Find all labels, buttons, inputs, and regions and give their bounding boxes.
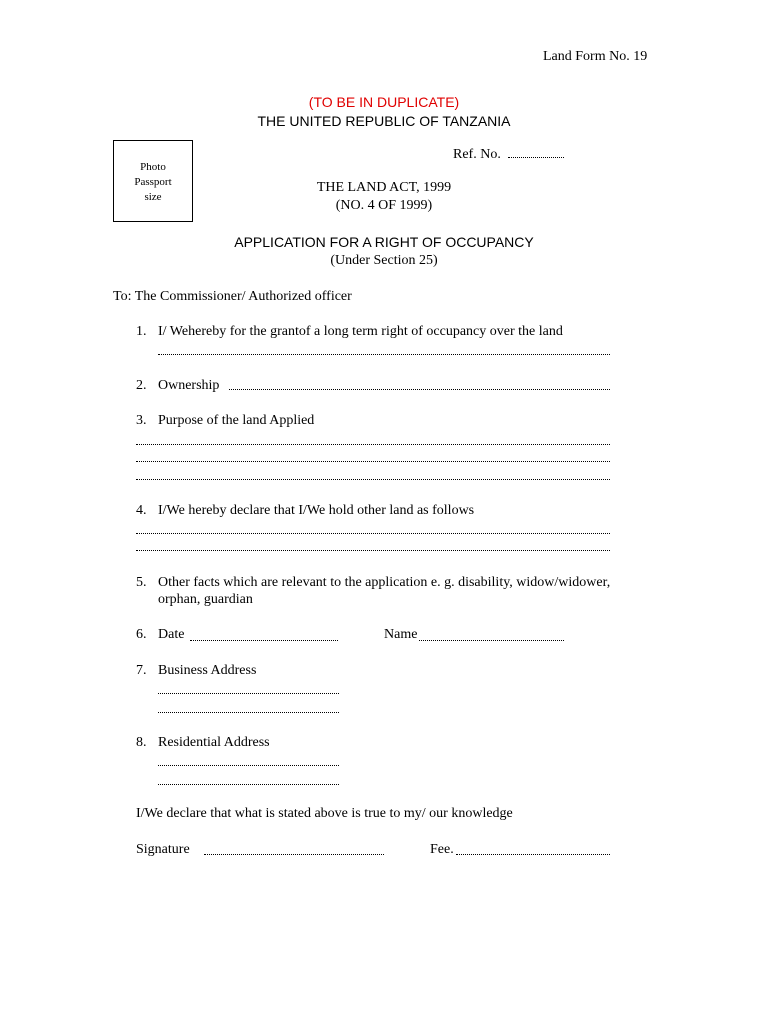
item-7-number: 7. bbox=[136, 663, 147, 678]
signature-label: Signature bbox=[136, 842, 190, 857]
name-field[interactable] bbox=[419, 640, 564, 641]
date-field[interactable] bbox=[190, 640, 338, 641]
act-title: THE LAND ACT, 1999 bbox=[316, 180, 452, 195]
item-5-number: 5. bbox=[136, 575, 147, 590]
residential-address-line-2[interactable] bbox=[158, 784, 339, 785]
addressee: To: The Commissioner/ Authorized officer bbox=[113, 289, 352, 304]
other-land-field-line-1[interactable] bbox=[136, 533, 610, 534]
item-4-text: I/We hereby declare that I/We hold other land as follows bbox=[158, 503, 475, 518]
declaration: I/We declare that what is stated above is true to my/ our knowledge bbox=[136, 806, 513, 821]
signature-field[interactable] bbox=[204, 854, 384, 855]
item-1-number: 1. bbox=[136, 324, 147, 339]
form-number: Land Form No. 19 bbox=[543, 49, 648, 64]
ref-number-field[interactable] bbox=[508, 157, 564, 158]
item-8-number: 8. bbox=[136, 735, 147, 750]
item-7-text: Business Address bbox=[158, 663, 257, 678]
ref-label: Ref. No. bbox=[453, 147, 501, 162]
residential-address-line-1[interactable] bbox=[158, 765, 339, 766]
item-2-text: Ownership bbox=[158, 378, 220, 393]
item-2-number: 2. bbox=[136, 378, 147, 393]
item-6-number: 6. bbox=[136, 627, 147, 642]
purpose-field-line-2[interactable] bbox=[136, 461, 610, 462]
purpose-field-line-1[interactable] bbox=[136, 444, 610, 445]
item-8-text: Residential Address bbox=[158, 735, 270, 750]
item-4-number: 4. bbox=[136, 503, 147, 518]
application-subtitle: (Under Section 25) bbox=[330, 253, 438, 268]
business-address-line-1[interactable] bbox=[158, 693, 339, 694]
item-3-text: Purpose of the land Applied bbox=[158, 413, 315, 428]
act-number: (NO. 4 OF 1999) bbox=[335, 198, 433, 213]
purpose-field-line-3[interactable] bbox=[136, 479, 610, 480]
item-5-text-line-1: Other facts which are relevant to the application e. g. disability, widow/widower, bbox=[158, 575, 611, 590]
fee-field[interactable] bbox=[456, 854, 610, 855]
item-1-field[interactable] bbox=[158, 354, 610, 355]
business-address-line-2[interactable] bbox=[158, 712, 339, 713]
other-land-field-line-2[interactable] bbox=[136, 550, 610, 551]
passport-label: Passport bbox=[134, 176, 172, 188]
name-label: Name bbox=[384, 627, 418, 642]
photo-label: Photo bbox=[140, 161, 166, 173]
duplicate-notice: (TO BE IN DUPLICATE) bbox=[308, 94, 460, 110]
item-5-text-line-2: orphan, guardian bbox=[158, 592, 253, 607]
item-3-number: 3. bbox=[136, 413, 147, 428]
size-label: size bbox=[144, 191, 162, 203]
item-1-text: I/ Wehereby for the grantof a long term right of occupancy over the land bbox=[158, 324, 563, 339]
application-title: APPLICATION FOR A RIGHT OF OCCUPANCY bbox=[234, 234, 534, 250]
country-heading: THE UNITED REPUBLIC OF TANZANIA bbox=[257, 113, 511, 129]
ownership-field[interactable] bbox=[229, 389, 610, 390]
fee-label: Fee. bbox=[430, 842, 454, 857]
date-label: Date bbox=[158, 627, 185, 642]
